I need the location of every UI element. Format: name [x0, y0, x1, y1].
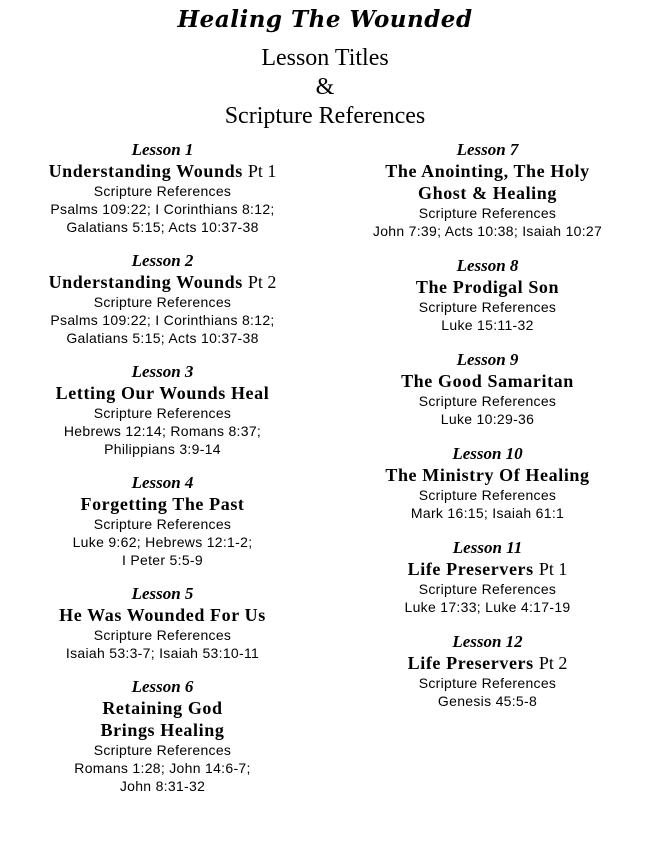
lesson-title — [0, 697, 325, 719]
lesson-number: Lesson 6 — [131, 677, 194, 696]
scripture-references-label: Scripture References — [93, 183, 232, 199]
scripture-reference: Psalms 109:22; I Corinthians 8:12; — [50, 201, 275, 217]
lesson-title — [0, 160, 325, 182]
lesson-title-text: Life Preservers — [407, 653, 534, 673]
lesson-entry — [325, 350, 650, 428]
scripture-reference: Luke 9:62; Hebrews 12:1-2; — [72, 534, 253, 550]
scripture-reference: Psalms 109:22; I Corinthians 8:12; — [50, 312, 275, 328]
scripture-reference: Galatians 5:15; Acts 10:37-38 — [66, 219, 259, 235]
lesson-title-text: Brings Healing — [100, 720, 225, 740]
scripture-reference: Galatians 5:15; Acts 10:37-38 — [66, 330, 259, 346]
scripture-reference: Luke 10:29-36 — [440, 411, 535, 427]
scripture-references-label: Scripture References — [93, 742, 232, 758]
heading-lesson-titles: Lesson Titles — [261, 45, 389, 71]
lesson-number: Lesson 10 — [452, 444, 523, 463]
scripture-references-label: Scripture References — [418, 487, 557, 503]
lesson-title-text: He Was Wounded For Us — [59, 605, 266, 625]
scripture-reference: John 8:31-32 — [119, 778, 206, 794]
lesson-part: Pt 2 — [538, 653, 568, 673]
lesson-number: Lesson 8 — [456, 256, 519, 275]
lesson-entry — [0, 140, 325, 236]
scripture-references-label: Scripture References — [418, 675, 557, 691]
scripture-reference: Philippians 3:9-14 — [104, 441, 221, 457]
lesson-title — [0, 604, 325, 626]
scripture-reference: Luke 15:11-32 — [441, 317, 534, 333]
scripture-reference: Hebrews 12:14; Romans 8:37; — [63, 423, 262, 439]
lesson-title — [0, 719, 325, 741]
scripture-references-label: Scripture References — [418, 205, 557, 221]
lesson-title-text: The Anointing, The Holy — [385, 161, 590, 181]
left-lesson-column — [0, 140, 325, 795]
lesson-title — [325, 370, 650, 392]
lesson-title — [325, 160, 650, 182]
lesson-number: Lesson 12 — [452, 632, 523, 651]
lesson-title — [0, 493, 325, 515]
scripture-references-label: Scripture References — [93, 294, 232, 310]
lesson-title — [325, 652, 650, 674]
lesson-number: Lesson 11 — [452, 538, 523, 557]
lesson-part: Pt 1 — [247, 161, 277, 181]
right-lesson-column — [325, 140, 650, 710]
lesson-title — [0, 382, 325, 404]
lesson-number: Lesson 4 — [131, 473, 194, 492]
lesson-entry — [0, 584, 325, 662]
scripture-reference: Genesis 45:5-8 — [437, 693, 538, 709]
scripture-reference: Luke 17:33; Luke 4:17-19 — [404, 599, 571, 615]
lesson-title-text: The Prodigal Son — [415, 277, 560, 297]
scripture-references-label: Scripture References — [93, 516, 232, 532]
lesson-entry — [325, 140, 650, 240]
series-title: Healing The Wounded — [177, 6, 473, 33]
lesson-entry — [325, 632, 650, 710]
lesson-entry — [0, 362, 325, 458]
scripture-references-label: Scripture References — [93, 627, 232, 643]
lesson-title — [0, 271, 325, 293]
scripture-reference: I Peter 5:5-9 — [122, 552, 203, 568]
lesson-entry — [0, 677, 325, 795]
scripture-reference: Romans 1:28; John 14:6-7; — [74, 760, 251, 776]
scripture-references-label: Scripture References — [418, 581, 557, 597]
lesson-title-text: Retaining God — [102, 698, 223, 718]
lesson-number: Lesson 3 — [131, 362, 194, 381]
lesson-number: Lesson 1 — [131, 140, 194, 159]
lesson-entry — [325, 538, 650, 616]
lesson-entry — [325, 444, 650, 522]
heading-ampersand: & — [315, 74, 335, 100]
heading-scripture-references: Scripture References — [224, 103, 426, 129]
scripture-reference: Isaiah 53:3-7; Isaiah 53:10-11 — [65, 645, 260, 661]
scripture-reference: John 7:39; Acts 10:38; Isaiah 10:27 — [372, 223, 603, 239]
lesson-title — [325, 276, 650, 298]
lesson-number: Lesson 2 — [131, 251, 194, 270]
lesson-part: Pt 2 — [247, 272, 277, 292]
lesson-title-text: Ghost & Healing — [417, 183, 557, 203]
lesson-entry — [0, 251, 325, 347]
lesson-title-text: Letting Our Wounds Heal — [55, 383, 270, 403]
lesson-title-text: The Good Samaritan — [401, 371, 574, 391]
lesson-title — [325, 558, 650, 580]
lesson-title — [325, 464, 650, 486]
lesson-title — [325, 182, 650, 204]
lesson-entry — [0, 473, 325, 569]
lesson-title-text: Life Preservers — [407, 559, 534, 579]
lesson-number: Lesson 5 — [131, 584, 194, 603]
lesson-part: Pt 1 — [538, 559, 568, 579]
lesson-title-text: Forgetting The Past — [80, 494, 245, 514]
scripture-reference: Mark 16:15; Isaiah 61:1 — [410, 505, 565, 521]
scripture-references-label: Scripture References — [93, 405, 232, 421]
lesson-title-text: The Ministry Of Healing — [385, 465, 590, 485]
scripture-references-label: Scripture References — [418, 299, 557, 315]
lesson-title-text: Understanding Wounds — [48, 161, 243, 181]
scripture-references-label: Scripture References — [418, 393, 557, 409]
lesson-title-text: Understanding Wounds — [48, 272, 243, 292]
lesson-entry — [325, 256, 650, 334]
lesson-number: Lesson 7 — [456, 140, 519, 159]
lesson-number: Lesson 9 — [456, 350, 519, 369]
